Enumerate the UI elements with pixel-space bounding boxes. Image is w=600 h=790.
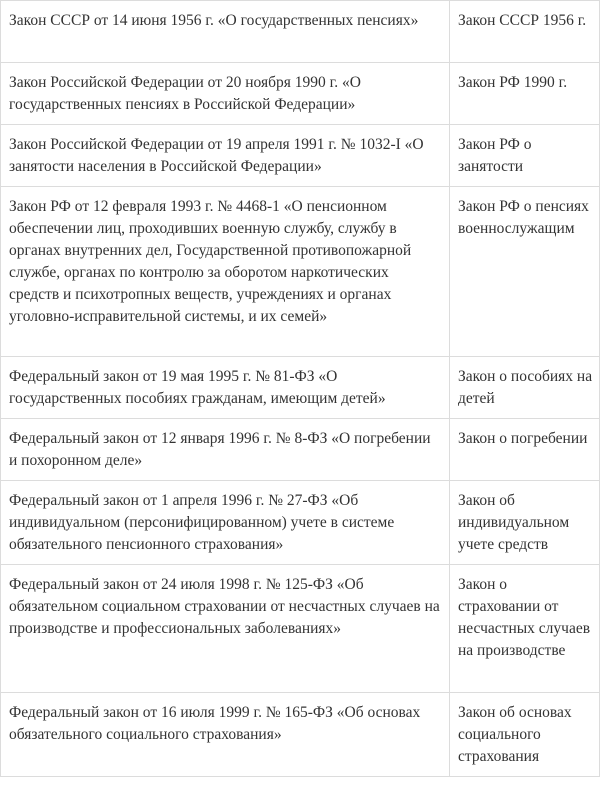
law-full-name: Федеральный закон от 19 мая 1995 г. № 81-ФЗ «О государственных пособиях гражданам, имеющим детей» xyxy=(1,357,450,419)
law-short-name: Закон РФ 1990 г. xyxy=(450,63,600,125)
table-row xyxy=(1,125,600,187)
table-row xyxy=(1,419,600,481)
table-row xyxy=(1,481,600,565)
law-full-name: Закон Российской Федерации от 20 ноября 1990 г. «О государственных пенсиях в Российской Федерации» xyxy=(1,63,450,125)
law-short-name: Закон об индивидуальном учете средств xyxy=(450,481,600,565)
table-row xyxy=(1,357,600,419)
law-short-name: Закон СССР 1956 г. xyxy=(450,1,600,63)
law-full-name: Федеральный закон от 16 июля 1999 г. № 165-ФЗ «Об основах обязательного социального страхования» xyxy=(1,693,450,777)
law-full-name: Закон РФ от 12 февраля 1993 г. № 4468-1 «О пенсионном обеспечении лиц, проходивших военную службу, службу в органах внутренних дел, Государственной противопожарной службе, органах по контролю за оборотом наркотических средств и психотропных веществ, учреждениях и органах уголовно-исправительной системы, и их семей» xyxy=(1,187,450,357)
law-short-name: Закон о страховании от несчастных случаев на производстве xyxy=(450,565,600,693)
law-full-name: Закон СССР от 14 июня 1956 г. «О государственных пенсиях» xyxy=(1,1,450,63)
law-full-name: Федеральный закон от 12 января 1996 г. № 8-ФЗ «О погребении и похоронном деле» xyxy=(1,419,450,481)
law-full-name: Федеральный закон от 1 апреля 1996 г. № 27-ФЗ «Об индивидуальном (персонифицированном) учете в системе обязательного пенсионного страхования» xyxy=(1,481,450,565)
table-row xyxy=(1,187,600,357)
law-short-name: Закон РФ о пенсиях военнослужащим xyxy=(450,187,600,357)
law-short-name: Закон об основах социального страхования xyxy=(450,693,600,777)
law-short-name: Закон РФ о занятости xyxy=(450,125,600,187)
law-short-name: Закон о погребении xyxy=(450,419,600,481)
table-row xyxy=(1,1,600,63)
table-row xyxy=(1,565,600,693)
law-full-name: Закон Российской Федерации от 19 апреля 1991 г. № 1032-I «О занятости населения в Российской Федерации» xyxy=(1,125,450,187)
law-short-name: Закон о пособиях на детей xyxy=(450,357,600,419)
table-row xyxy=(1,693,600,777)
law-full-name: Федеральный закон от 24 июля 1998 г. № 125-ФЗ «Об обязательном социальном страховании от несчастных случаев на производстве и профессиональных заболеваниях» xyxy=(1,565,450,693)
table-row xyxy=(1,63,600,125)
